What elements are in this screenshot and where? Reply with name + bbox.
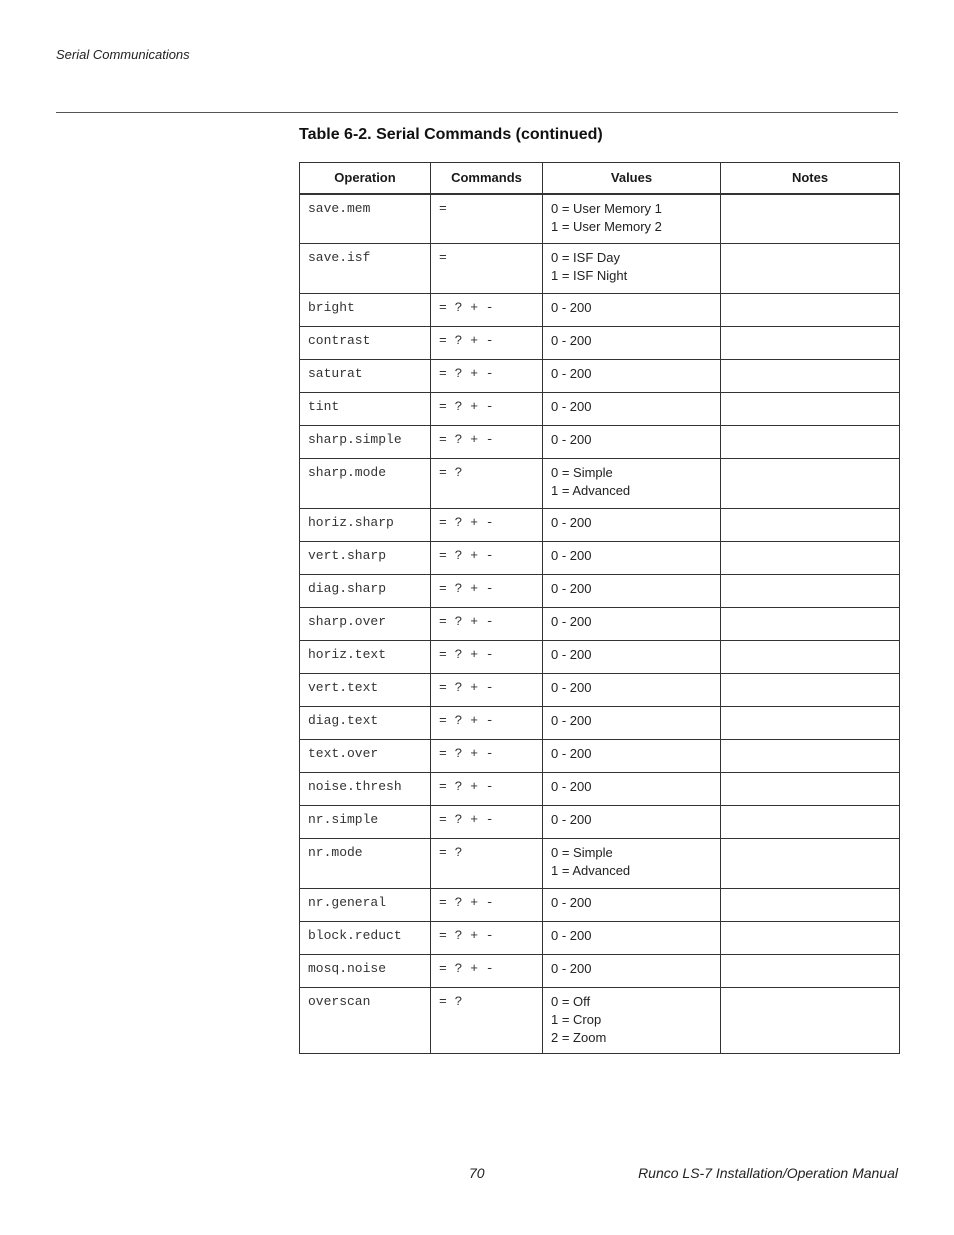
table-row (300, 509, 900, 542)
commands-cell: = (431, 244, 543, 294)
values-cell (543, 773, 721, 806)
values-cell (543, 889, 721, 922)
value-line: 0 = Simple (551, 465, 613, 480)
table-row (300, 707, 900, 740)
commands-cell: = ? (431, 839, 543, 889)
notes-cell (721, 806, 900, 839)
table-row (300, 806, 900, 839)
commands-cell: = ? (431, 459, 543, 509)
notes-cell (721, 707, 900, 740)
notes-cell (721, 773, 900, 806)
table-caption: Table 6-2. Serial Commands (continued) (299, 126, 603, 143)
values-cell (543, 740, 721, 773)
table-row (300, 839, 900, 889)
notes-cell (721, 575, 900, 608)
values-cell (543, 922, 721, 955)
commands-cell: = ? + - (431, 608, 543, 641)
operation-cell: vert.sharp (300, 542, 431, 575)
operation-cell: diag.sharp (300, 575, 431, 608)
commands-cell: = ? + - (431, 509, 543, 542)
notes-cell (721, 294, 900, 327)
value-line: 0 - 200 (551, 680, 592, 695)
table-row (300, 426, 900, 459)
notes-cell (721, 608, 900, 641)
commands-cell: = (431, 194, 543, 244)
operation-cell: save.isf (300, 244, 431, 294)
value-line: 0 = User Memory 1 (551, 200, 662, 216)
table-row (300, 955, 900, 988)
value-line: 0 - 200 (551, 515, 592, 530)
notes-cell (721, 459, 900, 509)
notes-cell (721, 988, 900, 1054)
page-number: 70 (469, 1165, 485, 1181)
value-line: 0 = Simple (551, 845, 613, 860)
running-header: Serial Communications (56, 47, 190, 62)
values-cell (543, 327, 721, 360)
operation-cell: block.reduct (300, 922, 431, 955)
commands-cell: = ? + - (431, 426, 543, 459)
commands-cell: = ? + - (431, 641, 543, 674)
value-line: 0 = ISF Day (551, 250, 620, 265)
value-line: 0 - 200 (551, 432, 592, 447)
value-line: 0 - 200 (551, 399, 592, 414)
table-row (300, 327, 900, 360)
notes-cell (721, 360, 900, 393)
commands-cell: = ? + - (431, 740, 543, 773)
values-cell (543, 608, 721, 641)
commands-cell: = ? + - (431, 575, 543, 608)
value-line: 0 = Off (551, 994, 591, 1009)
operation-cell: sharp.mode (300, 459, 431, 509)
value-line: 0 - 200 (551, 779, 592, 794)
value-line: 0 - 200 (551, 581, 592, 596)
values-cell (543, 806, 721, 839)
commands-cell: = ? + - (431, 806, 543, 839)
commands-cell: = ? + - (431, 773, 543, 806)
commands-cell: = ? + - (431, 707, 543, 740)
table-row (300, 294, 900, 327)
value-line: 1 = ISF Night (551, 268, 628, 283)
operation-cell: noise.thresh (300, 773, 431, 806)
notes-cell (721, 426, 900, 459)
commands-cell: = ? + - (431, 922, 543, 955)
values-cell (543, 955, 721, 988)
values-cell (543, 674, 721, 707)
notes-cell (721, 922, 900, 955)
table-row (300, 608, 900, 641)
values-cell (543, 707, 721, 740)
values-cell (543, 194, 721, 244)
operation-cell: nr.simple (300, 806, 431, 839)
operation-cell: tint (300, 393, 431, 426)
operation-cell: nr.mode (300, 839, 431, 889)
notes-cell (721, 839, 900, 889)
commands-cell: = ? + - (431, 542, 543, 575)
values-cell (543, 641, 721, 674)
notes-cell (721, 244, 900, 294)
value-line: 1 = Advanced (551, 863, 631, 878)
commands-cell: = ? + - (431, 294, 543, 327)
notes-cell (721, 194, 900, 244)
value-line: 0 - 200 (551, 746, 592, 761)
table-row (300, 740, 900, 773)
notes-cell (721, 674, 900, 707)
value-line: 1 = Crop (551, 1012, 602, 1027)
values-cell (543, 360, 721, 393)
value-line: 0 - 200 (551, 713, 592, 728)
table-row (300, 922, 900, 955)
value-line: 0 - 200 (551, 614, 592, 629)
table-row (300, 194, 900, 244)
operation-cell: bright (300, 294, 431, 327)
table-row (300, 773, 900, 806)
column-header-values: Values (543, 163, 721, 194)
operation-cell: sharp.simple (300, 426, 431, 459)
operation-cell: saturat (300, 360, 431, 393)
commands-cell: = ? + - (431, 955, 543, 988)
table-row (300, 641, 900, 674)
values-cell (543, 988, 721, 1054)
operation-cell: text.over (300, 740, 431, 773)
value-line: 0 - 200 (551, 812, 592, 827)
value-line: 0 - 200 (551, 928, 592, 943)
notes-cell (721, 641, 900, 674)
values-cell (543, 294, 721, 327)
commands-cell: = ? + - (431, 674, 543, 707)
commands-cell: = ? + - (431, 889, 543, 922)
value-line: 0 - 200 (551, 333, 592, 348)
table-row (300, 674, 900, 707)
values-cell (543, 244, 721, 294)
serial-commands-table (299, 162, 900, 1054)
value-line: 0 - 200 (551, 961, 592, 976)
table-header-row (300, 163, 900, 194)
commands-cell: = ? + - (431, 393, 543, 426)
values-cell (543, 839, 721, 889)
operation-cell: diag.text (300, 707, 431, 740)
value-line: 0 - 200 (551, 300, 592, 315)
value-line: 1 = Advanced (551, 483, 631, 498)
table-row (300, 542, 900, 575)
notes-cell (721, 542, 900, 575)
table-row (300, 988, 900, 1054)
operation-cell: horiz.sharp (300, 509, 431, 542)
operation-cell: horiz.text (300, 641, 431, 674)
notes-cell (721, 955, 900, 988)
table-row (300, 889, 900, 922)
column-header-commands: Commands (431, 163, 543, 194)
commands-cell: = ? + - (431, 360, 543, 393)
value-line: 2 = Zoom (551, 1030, 607, 1045)
operation-cell: mosq.noise (300, 955, 431, 988)
operation-cell: overscan (300, 988, 431, 1054)
operation-cell: contrast (300, 327, 431, 360)
notes-cell (721, 740, 900, 773)
notes-cell (721, 327, 900, 360)
table-row (300, 244, 900, 294)
table-row (300, 459, 900, 509)
table-row (300, 575, 900, 608)
values-cell (543, 426, 721, 459)
header-rule (56, 112, 898, 113)
notes-cell (721, 509, 900, 542)
operation-cell: vert.text (300, 674, 431, 707)
operation-cell: save.mem (300, 194, 431, 244)
value-line: 1 = User Memory 2 (551, 218, 662, 234)
values-cell (543, 575, 721, 608)
manual-title: Runco LS-7 Installation/Operation Manual (638, 1165, 898, 1181)
operation-cell: sharp.over (300, 608, 431, 641)
notes-cell (721, 889, 900, 922)
table-row (300, 393, 900, 426)
notes-cell (721, 393, 900, 426)
values-cell (543, 459, 721, 509)
value-line: 0 - 200 (551, 895, 592, 910)
value-line: 0 - 200 (551, 366, 592, 381)
values-cell (543, 509, 721, 542)
table-body (300, 194, 900, 1054)
table-row (300, 360, 900, 393)
commands-cell: = ? (431, 988, 543, 1054)
values-cell (543, 393, 721, 426)
column-header-operation: Operation (300, 163, 431, 194)
commands-cell: = ? + - (431, 327, 543, 360)
column-header-notes: Notes (721, 163, 900, 194)
value-line: 0 - 200 (551, 548, 592, 563)
value-line: 0 - 200 (551, 647, 592, 662)
operation-cell: nr.general (300, 889, 431, 922)
values-cell (543, 542, 721, 575)
